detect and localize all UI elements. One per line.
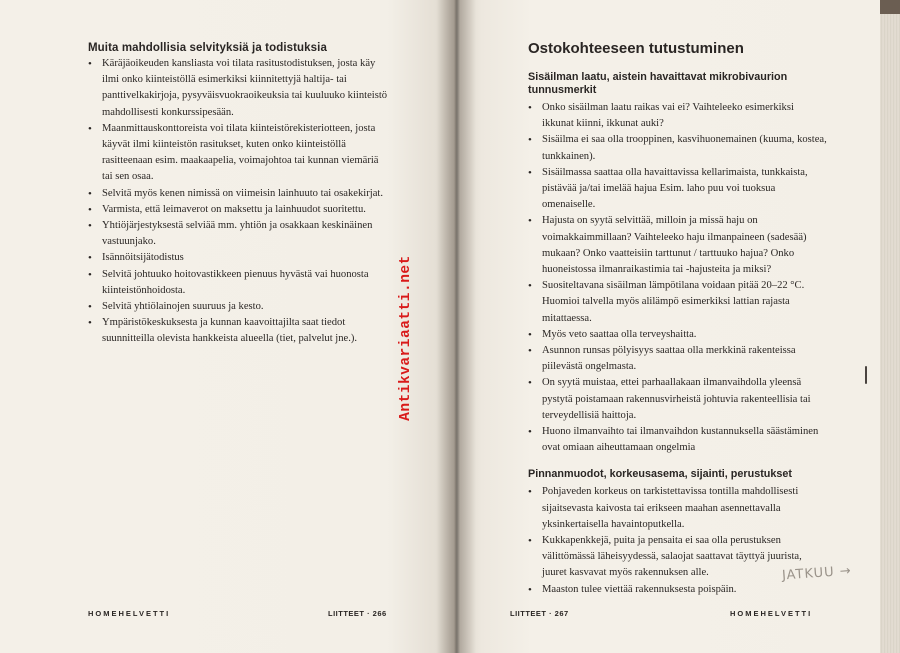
pen-mark	[865, 366, 867, 384]
page-title: Ostokohteeseen tutustuminen	[528, 40, 744, 57]
list-item: • Kukkapenkkejä, puita ja pensaita ei saa olla perustuksen välittömässä läheisyydessä, salaojat saattavat täyttyä juurista, juuret kasvavat myös rakennuksen alle.	[528, 533, 828, 582]
page-edges	[880, 0, 900, 653]
running-footer-book: HOMEHELVETTI	[730, 609, 813, 618]
list-item: • Suositeltavana sisäilman lämpötilana voidaan pitää 20–22 °C. Huomioi talvella myös alilämpö esimerkiksi lattian rajasta mitattaessa.	[528, 278, 828, 327]
list-item: • Sisäilmassa saattaa olla havaittavissa kellarimaista, tunkkaista, pistävää ja/tai imelää hajua Esim. laho puu voi tuoksua omenaiselle.	[528, 165, 828, 214]
list-item: • Onko sisäilman laatu raikas vai ei? Vaihteleeko esimerkiksi ikkunat kiinni, ikkunat auki?	[528, 100, 828, 132]
bullet-list	[88, 56, 388, 348]
list-item: • Myös veto saattaa olla terveyshaitta.	[528, 327, 828, 343]
right-page-content	[528, 40, 828, 598]
list-item: • Selvitä myös kenen nimissä on viimeisin lainhuuto tai osakekirjat.	[88, 186, 388, 202]
stamp-text: Antikvariaatti.net	[398, 255, 414, 421]
book-gutter	[436, 0, 476, 653]
list-item: • Selvitä yhtiölainojen suuruus ja kesto.	[88, 299, 388, 315]
list-item: • Käräjäoikeuden kansliasta voi tilata rasitustodistuksen, josta käy ilmi onko kiinteistöllä esimerkiksi kiinnitettyjä haltija- tai panttivelkakirjoja, pysyväisvuokraoikeuksia tai kuuluuko kiinteistö mahdollisesti konkurssipesään.	[88, 56, 388, 121]
page-number: LIITTEET · 266	[328, 609, 387, 618]
list-item: • Selvitä johtuuko hoitovastikkeen pienuus hyvästä vai huonosta kiinteistönhoidosta.	[88, 267, 388, 299]
list-item: • Isännöitsijätodistus	[88, 250, 388, 266]
left-page-content	[88, 42, 388, 348]
list-item: • Hajusta on syytä selvittää, milloin ja missä haju on voimakkaimmillaan? Vaihteleeko haju ilmanpaineen (sadesää) mukaan? Onko vaatteisiin tarttunut / tarttuuko hajua? Onko huoneistossa ilmanraikastimia tai -hajusteita ja miksi?	[528, 213, 828, 278]
list-item: • Asunnon runsas pölyisyys saattaa olla merkkinä rakenteissa piilevästä ongelmasta.	[528, 343, 828, 375]
watermark-stamp	[396, 238, 416, 438]
list-item: • Maanmittauskonttoreista voi tilata kiinteistörekisteriotteen, josta käyvät ilmi kiinteistön rasitukset, kuten onko kiinteistöllä rasitteenaan esim. maakaapelia, voimajohtoa tai kunnan viemäriä tai sen osaa.	[88, 121, 388, 186]
section-title: Sisäilman laatu, aistein havaittavat mikrobivaurion tunnusmerkit	[528, 71, 788, 96]
list-item: • On syytä muistaa, ettei parhaallakaan ilmanvaihdolla yleensä pystytä poistamaan rakennusvirheistä johtuvia rakenteellisia tai terveydellisiä haittoja.	[528, 375, 828, 424]
running-footer-book: HOMEHELVETTI	[88, 609, 171, 618]
section-title: Muita mahdollisia selvityksiä ja todistuksia	[88, 42, 327, 54]
list-item: • Sisäilma ei saa olla trooppinen, kasvihuonemainen (kuuma, kostea, tunkkainen).	[528, 132, 828, 164]
handwritten-note: JATKUU →	[781, 563, 853, 584]
list-item: • Varmista, että leimaverot on maksettu ja lainhuudot suoritettu.	[88, 202, 388, 218]
cover-corner	[880, 0, 900, 14]
list-item: • Yhtiöjärjestyksestä selviää mm. yhtiön ja osakkaan keskinäinen vastuunjako.	[88, 218, 388, 250]
list-item: • Huono ilmanvaihto tai ilmanvaihdon kustannuksella säästäminen ovat omiaan aiheuttamaan ongelmia	[528, 424, 828, 456]
bullet-list	[528, 100, 828, 456]
list-item: • Maaston tulee viettää rakennuksesta poispäin.	[528, 582, 828, 598]
section-title: Pinnanmuodot, korkeusasema, sijainti, perustukset	[528, 468, 792, 481]
page-number: LIITTEET · 267	[510, 609, 569, 618]
list-item: • Pohjaveden korkeus on tarkistettavissa tontilla mahdollisesti sijaitsevasta kaivosta tai erikseen maahan asennettavalla yksinkertaisella havaintoputkella.	[528, 484, 828, 533]
list-item: • Ympäristökeskuksesta ja kunnan kaavoittajilta saat tiedot suunnitteilla olevista hankkeista alueella (tiet, palvelut jne.).	[88, 315, 388, 347]
